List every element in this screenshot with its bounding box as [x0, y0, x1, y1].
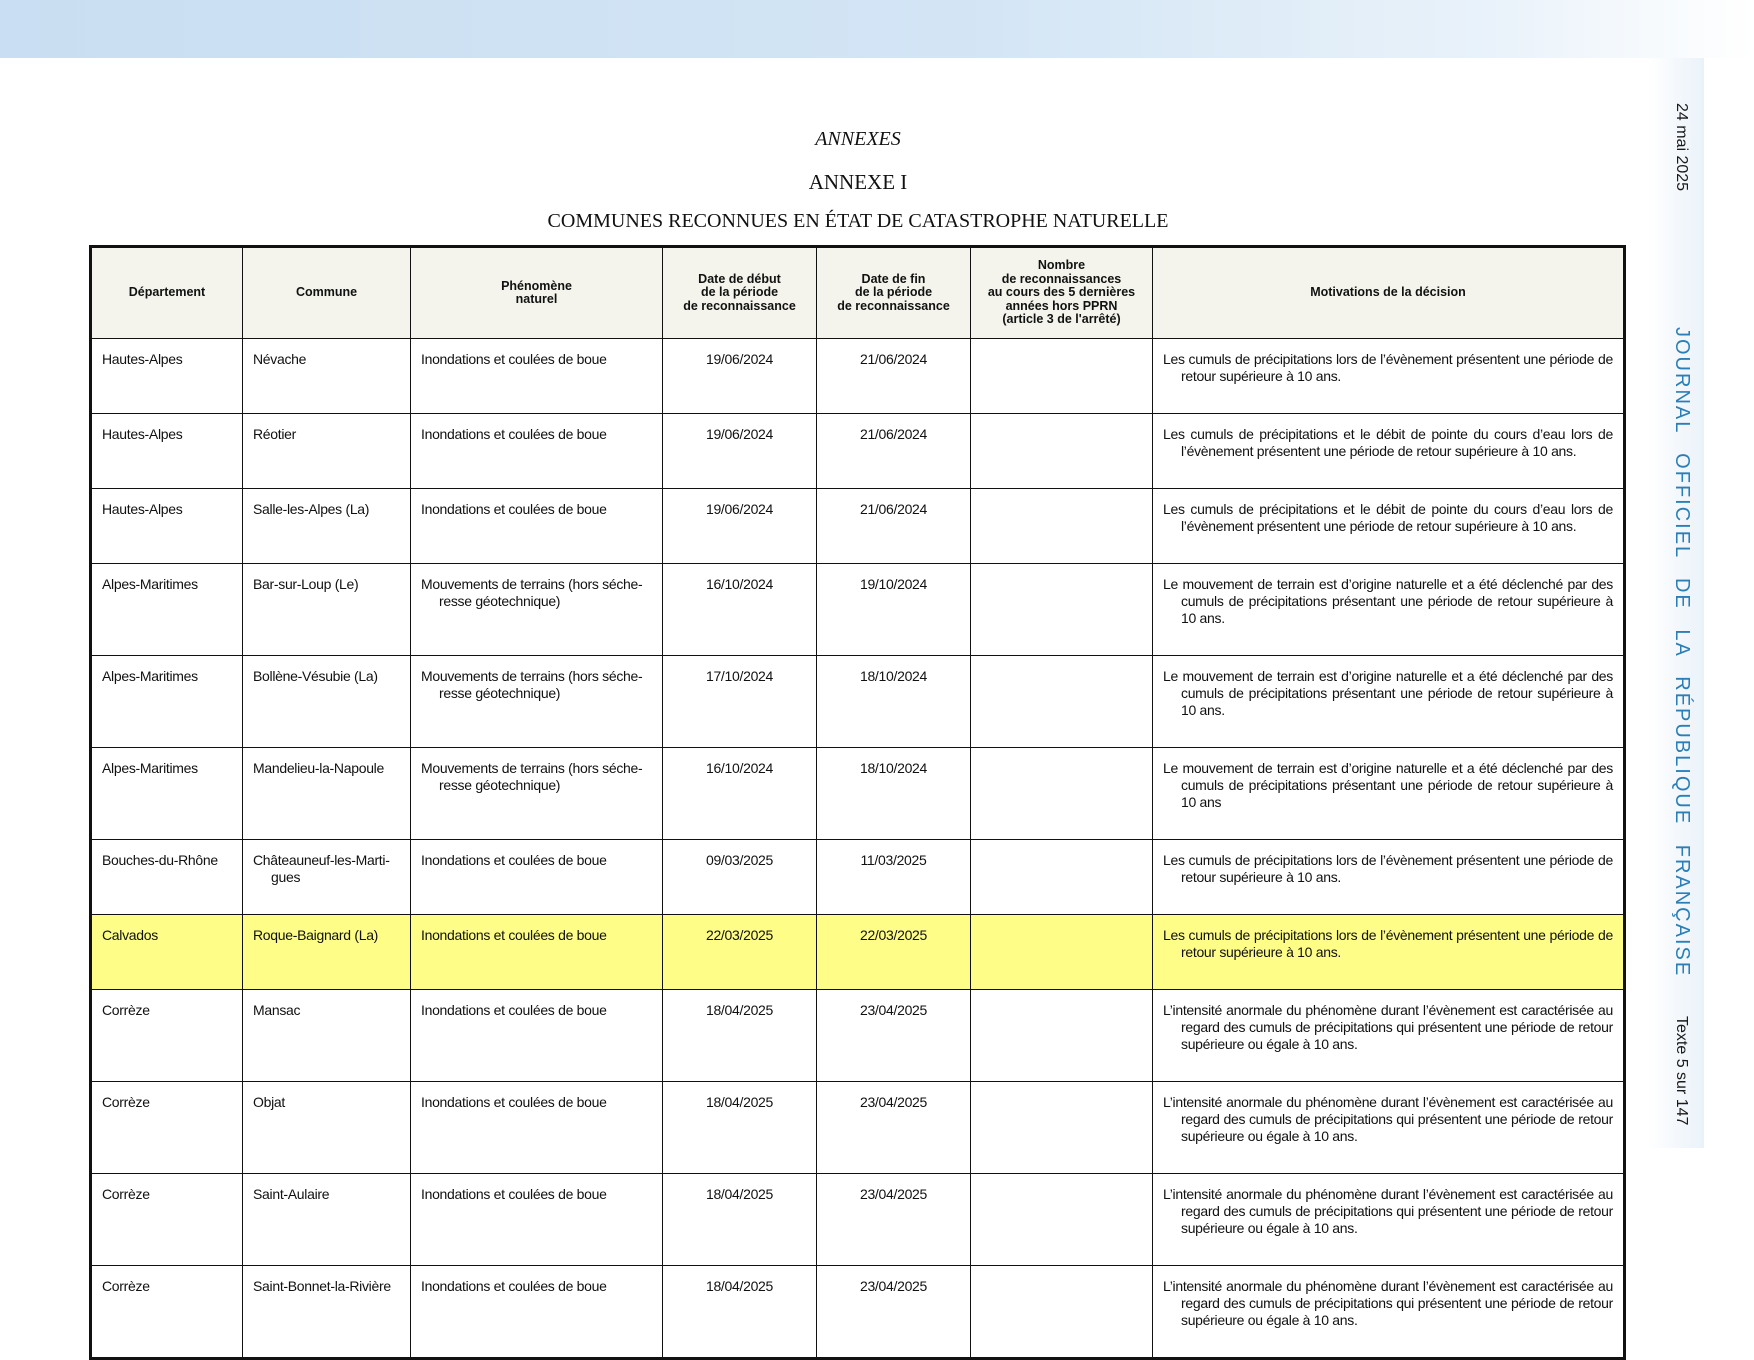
header-nombre: Nombre de reconnaissances au cours des 5 dernières années hors PPRN (article 3 de l'arrêté)	[971, 247, 1153, 339]
cell-commune: Roque-Baignard (La)	[243, 915, 411, 990]
cell-motivation	[1153, 990, 1625, 1082]
table-row	[91, 339, 1625, 414]
cell-date-fin: 22/03/2025	[817, 915, 971, 990]
cell-nombre	[971, 990, 1153, 1082]
motivation-text: Les cumuls de précipitations et le débit de pointe du cours d’eau lors de l’évènement présentent une période de retour supérieure à 10 ans.	[1163, 426, 1613, 459]
motivation-text: Le mouvement de terrain est d’origine naturelle et a été déclenché par des cumuls de précipitations présentant une période de retour supérieure à 10 ans.	[1163, 576, 1613, 626]
cell-phenomene	[411, 656, 663, 748]
cell-motivation	[1153, 414, 1625, 489]
cell-motivation	[1153, 748, 1625, 840]
cell-nombre	[971, 748, 1153, 840]
cell-date-fin: 23/04/2025	[817, 1174, 971, 1266]
cell-nombre	[971, 1082, 1153, 1174]
motivation-text: Les cumuls de précipitations lors de l’évènement présentent une période de retour supérieure à 10 ans.	[1163, 351, 1613, 384]
header-date-debut: Date de début de la période de reconnaissance	[663, 247, 817, 339]
phenomene-text: Inondations et coulées de boue	[421, 1094, 607, 1110]
cell-nombre	[971, 1174, 1153, 1266]
table-row	[91, 656, 1625, 748]
cell-motivation	[1153, 339, 1625, 414]
cell-date-fin: 19/10/2024	[817, 564, 971, 656]
table-row-highlighted	[91, 915, 1625, 990]
cell-phenomene	[411, 1082, 663, 1174]
cell-date-debut: 17/10/2024	[663, 656, 817, 748]
phenomene-text: Inondations et coulées de boue	[421, 501, 607, 517]
cell-nombre	[971, 564, 1153, 656]
cell-date-fin: 21/06/2024	[817, 489, 971, 564]
cell-date-fin: 21/06/2024	[817, 414, 971, 489]
cell-date-fin: 23/04/2025	[817, 1266, 971, 1359]
cell-nombre	[971, 489, 1153, 564]
table-row	[91, 840, 1625, 915]
cell-commune: Objat	[243, 1082, 411, 1174]
cell-phenomene	[411, 414, 663, 489]
motivation-text: L’intensité anormale du phénomène durant l’évènement est caractérisée au regard des cumuls de précipitations qui présentent une période de retour supérieure ou égale à 10 ans.	[1163, 1094, 1613, 1144]
cell-motivation	[1153, 564, 1625, 656]
cell-nombre	[971, 656, 1153, 748]
cell-phenomene	[411, 990, 663, 1082]
cell-date-debut: 18/04/2025	[663, 990, 817, 1082]
cell-commune: Saint-Aulaire	[243, 1174, 411, 1266]
cell-commune: Mandelieu-la-Napoule	[243, 748, 411, 840]
cell-commune: Réotier	[243, 414, 411, 489]
cell-phenomene	[411, 748, 663, 840]
header-date-fin: Date de fin de la période de reconnaissance	[817, 247, 971, 339]
sidebar-date: 24 mai 2025	[1673, 103, 1690, 192]
motivation-text: Le mouvement de terrain est d’origine naturelle et a été déclenché par des cumuls de précipitations présentant une période de retour supérieure à 10 ans.	[1163, 668, 1613, 718]
cell-nombre	[971, 414, 1153, 489]
cell-phenomene	[411, 840, 663, 915]
cell-departement: Calvados	[91, 915, 243, 990]
motivation-text: Les cumuls de précipitations lors de l’évènement présentent une période de retour supérieure à 10 ans.	[1163, 852, 1613, 885]
header-departement: Département	[91, 247, 243, 339]
cell-departement: Alpes-Maritimes	[91, 564, 243, 656]
cell-phenomene	[411, 915, 663, 990]
phenomene-text: Mouvements de terrains (hors séche-resse géotechnique)	[421, 576, 643, 609]
phenomene-text: Inondations et coulées de boue	[421, 927, 607, 943]
cell-departement: Alpes-Maritimes	[91, 748, 243, 840]
cell-date-fin: 18/10/2024	[817, 656, 971, 748]
cell-date-debut: 18/04/2025	[663, 1174, 817, 1266]
cell-motivation	[1153, 489, 1625, 564]
cell-date-debut: 18/04/2025	[663, 1266, 817, 1359]
table-row	[91, 1266, 1625, 1359]
table-row	[91, 564, 1625, 656]
cell-commune: Salle-les-Alpes (La)	[243, 489, 411, 564]
cell-date-debut: 19/06/2024	[663, 339, 817, 414]
sidebar-journal-title: JOURNAL OFFICIEL DE LA RÉPUBLIQUE FRANÇAISE	[1671, 327, 1693, 978]
sidebar-page-number: Texte 5 sur 147	[1673, 1016, 1690, 1126]
cell-nombre	[971, 915, 1153, 990]
cell-departement: Corrèze	[91, 990, 243, 1082]
phenomene-text: Mouvements de terrains (hors séche-resse géotechnique)	[421, 760, 643, 793]
cell-date-debut: 18/04/2025	[663, 1082, 817, 1174]
cell-date-fin: 11/03/2025	[817, 840, 971, 915]
table-title: COMMUNES RECONNUES EN ÉTAT DE CATASTROPHE NATURELLE	[547, 210, 1169, 232]
annexe-i-heading: ANNEXE I	[808, 170, 908, 194]
motivation-text: L’intensité anormale du phénomène durant l’évènement est caractérisée au regard des cumuls de précipitations qui présentent une période de retour supérieure ou égale à 10 ans.	[1163, 1278, 1613, 1328]
cell-motivation	[1153, 1174, 1625, 1266]
phenomene-text: Inondations et coulées de boue	[421, 1278, 607, 1294]
cell-commune: Bollène-Vésubie (La)	[243, 656, 411, 748]
table-row	[91, 1082, 1625, 1174]
phenomene-text: Inondations et coulées de boue	[421, 351, 607, 367]
cell-date-debut: 22/03/2025	[663, 915, 817, 990]
motivation-text: Les cumuls de précipitations lors de l’évènement présentent une période de retour supérieure à 10 ans.	[1163, 927, 1613, 960]
phenomene-text: Inondations et coulées de boue	[421, 1002, 607, 1018]
motivation-text: Le mouvement de terrain est d’origine naturelle et a été déclenché par des cumuls de précipitations présentant une période de retour supérieure à 10 ans	[1163, 760, 1613, 810]
motivation-text: Les cumuls de précipitations et le débit de pointe du cours d’eau lors de l’évènement présentent une période de retour supérieure à 10 ans.	[1163, 501, 1613, 534]
cell-date-fin: 23/04/2025	[817, 990, 971, 1082]
cell-date-fin: 21/06/2024	[817, 339, 971, 414]
cell-date-debut: 16/10/2024	[663, 748, 817, 840]
table-row	[91, 1174, 1625, 1266]
cell-commune: Saint-Bonnet-la-Rivière	[243, 1266, 411, 1359]
cell-motivation	[1153, 915, 1625, 990]
cell-date-fin: 18/10/2024	[817, 748, 971, 840]
cell-nombre	[971, 339, 1153, 414]
phenomene-text: Mouvements de terrains (hors séche-resse géotechnique)	[421, 668, 643, 701]
annexes-heading: ANNEXES	[815, 128, 901, 150]
phenomene-text: Inondations et coulées de boue	[421, 1186, 607, 1202]
header-commune: Commune	[243, 247, 411, 339]
table-row	[91, 414, 1625, 489]
cell-phenomene	[411, 1174, 663, 1266]
cell-motivation	[1153, 656, 1625, 748]
communes-table	[89, 245, 1626, 1360]
cell-date-fin: 23/04/2025	[817, 1082, 971, 1174]
phenomene-text: Inondations et coulées de boue	[421, 852, 607, 868]
cell-commune: Bar-sur-Loup (Le)	[243, 564, 411, 656]
commune-text: Châteauneuf-les-Marti-gues	[253, 852, 390, 885]
motivation-text: L’intensité anormale du phénomène durant l’évènement est caractérisée au regard des cumuls de précipitations qui présentent une période de retour supérieure ou égale à 10 ans.	[1163, 1186, 1613, 1236]
cell-phenomene	[411, 489, 663, 564]
top-header-band	[0, 0, 1754, 58]
cell-commune: Névache	[243, 339, 411, 414]
cell-departement: Hautes-Alpes	[91, 489, 243, 564]
cell-date-debut: 19/06/2024	[663, 414, 817, 489]
cell-phenomene	[411, 339, 663, 414]
cell-departement: Corrèze	[91, 1174, 243, 1266]
header-phenomene: Phénomène naturel	[411, 247, 663, 339]
cell-date-debut: 09/03/2025	[663, 840, 817, 915]
cell-departement: Corrèze	[91, 1082, 243, 1174]
table-row	[91, 748, 1625, 840]
motivation-text: L’intensité anormale du phénomène durant l’évènement est caractérisée au regard des cumuls de précipitations qui présentent une période de retour supérieure ou égale à 10 ans.	[1163, 1002, 1613, 1052]
cell-date-debut: 16/10/2024	[663, 564, 817, 656]
cell-departement: Bouches-du-Rhône	[91, 840, 243, 915]
table-header-row	[91, 247, 1625, 339]
cell-date-debut: 19/06/2024	[663, 489, 817, 564]
cell-commune	[243, 840, 411, 915]
cell-nombre	[971, 840, 1153, 915]
cell-motivation	[1153, 1082, 1625, 1174]
cell-phenomene	[411, 1266, 663, 1359]
cell-phenomene	[411, 564, 663, 656]
cell-motivation	[1153, 840, 1625, 915]
cell-departement: Corrèze	[91, 1266, 243, 1359]
cell-departement: Hautes-Alpes	[91, 414, 243, 489]
cell-commune: Mansac	[243, 990, 411, 1082]
table-row	[91, 489, 1625, 564]
cell-departement: Alpes-Maritimes	[91, 656, 243, 748]
header-motivations: Motivations de la décision	[1153, 247, 1625, 339]
cell-departement: Hautes-Alpes	[91, 339, 243, 414]
cell-motivation	[1153, 1266, 1625, 1359]
table-row	[91, 990, 1625, 1082]
phenomene-text: Inondations et coulées de boue	[421, 426, 607, 442]
cell-nombre	[971, 1266, 1153, 1359]
